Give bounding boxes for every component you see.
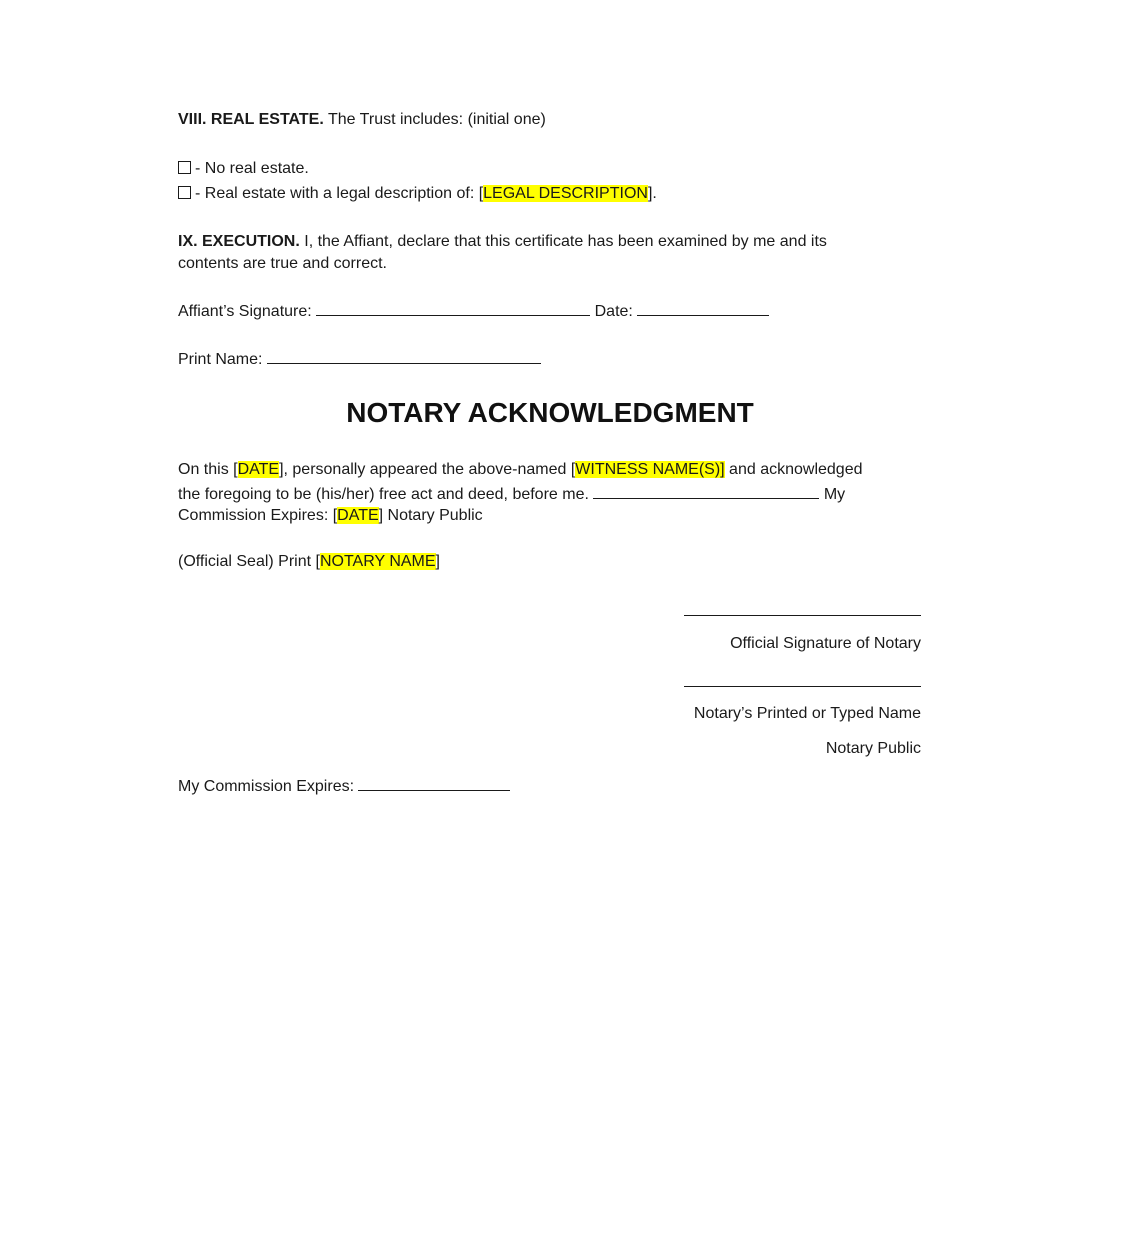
witness-name-placeholder: WITNESS NAME(S)] xyxy=(575,461,725,478)
notary-text: ], personally appeared the above-named [ xyxy=(279,461,576,478)
section-9-line-1 xyxy=(178,231,827,253)
print-name-field[interactable] xyxy=(267,347,541,364)
print-name-label: Print Name: xyxy=(178,351,263,368)
date-field[interactable] xyxy=(637,299,769,316)
section-8-heading-line xyxy=(178,109,546,131)
notary-text: and acknowledged xyxy=(724,461,863,478)
notary-title: NOTARY ACKNOWLEDGMENT xyxy=(346,397,754,428)
notary-text: On this [ xyxy=(178,461,238,478)
checkbox-icon[interactable] xyxy=(178,186,191,199)
notary-name-placeholder: NOTARY NAME xyxy=(319,553,436,570)
affiant-signature-label: Affiant’s Signature: xyxy=(178,303,312,320)
option-legal-suffix: ]. xyxy=(647,185,657,202)
notary-text: My xyxy=(823,486,846,503)
print-name-row xyxy=(178,347,541,371)
notary-printed-name-rule[interactable] xyxy=(684,686,921,687)
real-estate-option-legal xyxy=(178,183,657,205)
notary-signature-rule[interactable] xyxy=(684,615,921,616)
affiant-signature-field[interactable] xyxy=(316,299,590,316)
date-label: Date: xyxy=(594,303,633,320)
notary-signature-blank[interactable] xyxy=(593,482,819,499)
notary-text: Commission Expires: [ xyxy=(178,507,338,524)
notary-paragraph-line-3 xyxy=(178,505,483,527)
real-estate-option-none xyxy=(178,158,309,180)
seal-text: ] xyxy=(435,553,440,570)
notary-text: the foregoing to be (his/her) free act and deed, before me. xyxy=(178,486,589,503)
commission-expires-label: My Commission Expires: xyxy=(178,778,355,795)
section-9-heading: IX. EXECUTION. xyxy=(178,233,300,250)
commission-expires-field[interactable] xyxy=(358,774,510,791)
commission-expires-row xyxy=(178,774,510,798)
checkbox-icon[interactable] xyxy=(178,161,191,174)
date-placeholder: DATE xyxy=(237,461,280,478)
notary-text: ] Notary Public xyxy=(378,507,483,524)
commission-date-placeholder: DATE xyxy=(337,507,379,524)
notary-public-label: Notary Public xyxy=(825,740,921,757)
notary-paragraph-line-2 xyxy=(178,482,845,506)
option-none-label: - No real estate. xyxy=(195,160,309,177)
notary-paragraph-line-1 xyxy=(178,459,863,481)
seal-text: (Official Seal) Print [ xyxy=(178,553,320,570)
affiant-signature-row xyxy=(178,299,769,323)
section-8-heading: VIII. REAL ESTATE. xyxy=(178,111,324,128)
section-9-text-1: I, the Affiant, declare that this certificate has been examined by me and its xyxy=(299,233,827,250)
section-9-text-2: contents are true and correct. xyxy=(178,255,387,272)
section-9-line-2 xyxy=(178,253,387,275)
legal-description-placeholder: LEGAL DESCRIPTION xyxy=(483,185,648,202)
option-legal-prefix: - Real estate with a legal description of: [ xyxy=(195,185,484,202)
printed-name-label: Notary’s Printed or Typed Name xyxy=(693,705,921,722)
section-8-intro: The Trust includes: (initial one) xyxy=(323,111,546,128)
official-seal-line xyxy=(178,551,440,573)
official-signature-label: Official Signature of Notary xyxy=(730,635,921,652)
